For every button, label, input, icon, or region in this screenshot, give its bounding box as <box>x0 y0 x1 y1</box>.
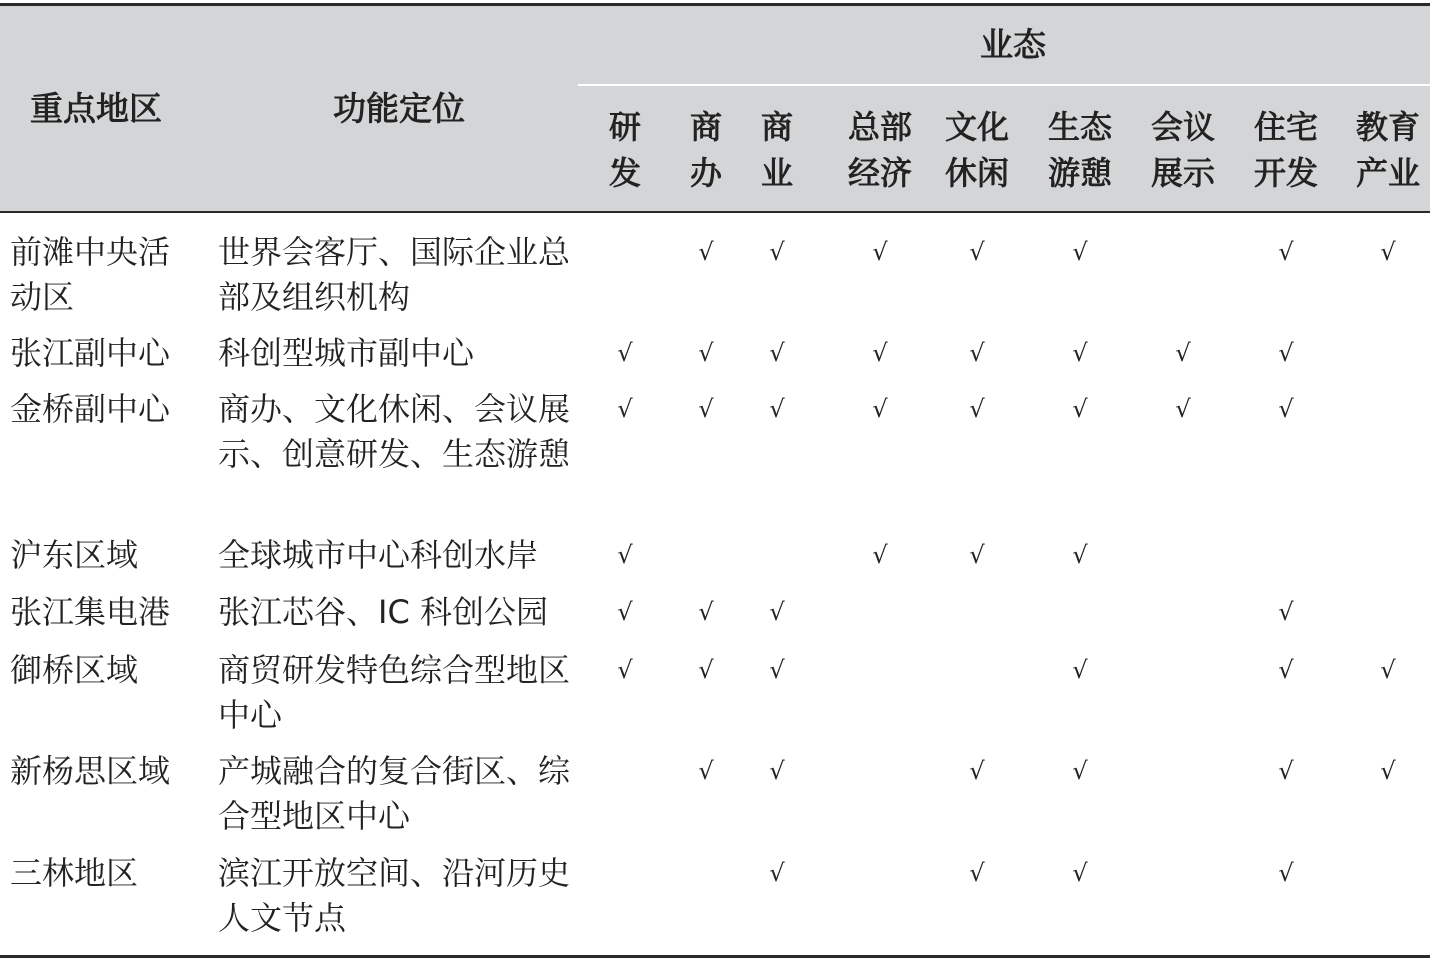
check-mark: √ <box>872 238 888 266</box>
check-mark: √ <box>969 339 985 367</box>
header-business-type: 研 发 <box>608 108 641 192</box>
row-region: 三林地区 <box>10 854 139 892</box>
group-divider <box>578 84 1430 86</box>
header-business-type: 生态 游憩 <box>1047 108 1112 192</box>
check-mark: √ <box>872 339 888 367</box>
check-mark: √ <box>1072 757 1088 785</box>
check-mark: √ <box>698 238 714 266</box>
check-mark: √ <box>1278 339 1294 367</box>
header-business-type: 会议 展示 <box>1150 108 1215 192</box>
row-function: 张江芯谷、IC 科创公园 <box>218 593 548 631</box>
check-mark: √ <box>1072 656 1088 684</box>
check-mark: √ <box>769 395 785 423</box>
check-mark: √ <box>969 541 985 569</box>
header-function: 功能定位 <box>333 89 465 128</box>
check-mark: √ <box>1380 757 1396 785</box>
check-mark: √ <box>1278 859 1294 887</box>
check-mark: √ <box>1072 541 1088 569</box>
row-function: 全球城市中心科创水岸 <box>218 536 539 574</box>
check-mark: √ <box>1072 238 1088 266</box>
check-mark: √ <box>1278 238 1294 266</box>
bottom-rule <box>0 955 1430 958</box>
row-region: 张江副中心 <box>10 334 171 372</box>
check-mark: √ <box>1072 339 1088 367</box>
header-business-type: 商 办 <box>689 108 722 192</box>
row-region: 前滩中央活动区 <box>10 233 171 316</box>
row-region: 新杨思区域 <box>10 752 171 790</box>
row-function: 科创型城市副中心 <box>218 334 475 372</box>
check-mark: √ <box>1175 339 1191 367</box>
header-region: 重点地区 <box>30 89 162 128</box>
check-mark: √ <box>617 541 633 569</box>
check-mark: √ <box>617 339 633 367</box>
check-mark: √ <box>698 395 714 423</box>
check-mark: √ <box>872 395 888 423</box>
check-mark: √ <box>969 238 985 266</box>
check-mark: √ <box>1278 656 1294 684</box>
header-business-type: 商 业 <box>760 108 793 192</box>
header-business-group: 业态 <box>980 25 1046 64</box>
row-region: 御桥区域 <box>10 651 139 689</box>
check-mark: √ <box>769 757 785 785</box>
check-mark: √ <box>698 598 714 626</box>
check-mark: √ <box>1175 395 1191 423</box>
header-rule <box>0 211 1430 213</box>
check-mark: √ <box>872 541 888 569</box>
row-region: 金桥副中心 <box>10 390 171 428</box>
check-mark: √ <box>1072 395 1088 423</box>
check-mark: √ <box>969 859 985 887</box>
check-mark: √ <box>969 395 985 423</box>
check-mark: √ <box>769 656 785 684</box>
row-function: 商贸研发特色综合型地区中心 <box>218 651 571 734</box>
check-mark: √ <box>769 859 785 887</box>
row-region: 沪东区域 <box>10 536 139 574</box>
check-mark: √ <box>617 598 633 626</box>
check-mark: √ <box>969 757 985 785</box>
check-mark: √ <box>617 395 633 423</box>
check-mark: √ <box>698 339 714 367</box>
row-function: 产城融合的复合街区、综合型地区中心 <box>218 752 571 835</box>
check-mark: √ <box>769 598 785 626</box>
check-mark: √ <box>1072 859 1088 887</box>
check-mark: √ <box>769 238 785 266</box>
header-business-type: 总部 经济 <box>847 108 912 192</box>
row-region: 张江集电港 <box>10 593 171 631</box>
check-mark: √ <box>1278 757 1294 785</box>
row-function: 商办、文化休闲、会议展示、创意研发、生态游憩 <box>218 390 571 473</box>
check-mark: √ <box>1278 598 1294 626</box>
check-mark: √ <box>1278 395 1294 423</box>
row-function: 世界会客厅、国际企业总部及组织机构 <box>218 233 571 316</box>
check-mark: √ <box>769 339 785 367</box>
header-business-type: 教育 产业 <box>1355 108 1420 192</box>
check-mark: √ <box>698 757 714 785</box>
header-business-type: 文化 休闲 <box>944 108 1009 192</box>
header-business-type: 住宅 开发 <box>1253 108 1318 192</box>
check-mark: √ <box>1380 656 1396 684</box>
check-mark: √ <box>617 656 633 684</box>
check-mark: √ <box>1380 238 1396 266</box>
row-function: 滨江开放空间、沿河历史人文节点 <box>218 854 571 937</box>
check-mark: √ <box>698 656 714 684</box>
